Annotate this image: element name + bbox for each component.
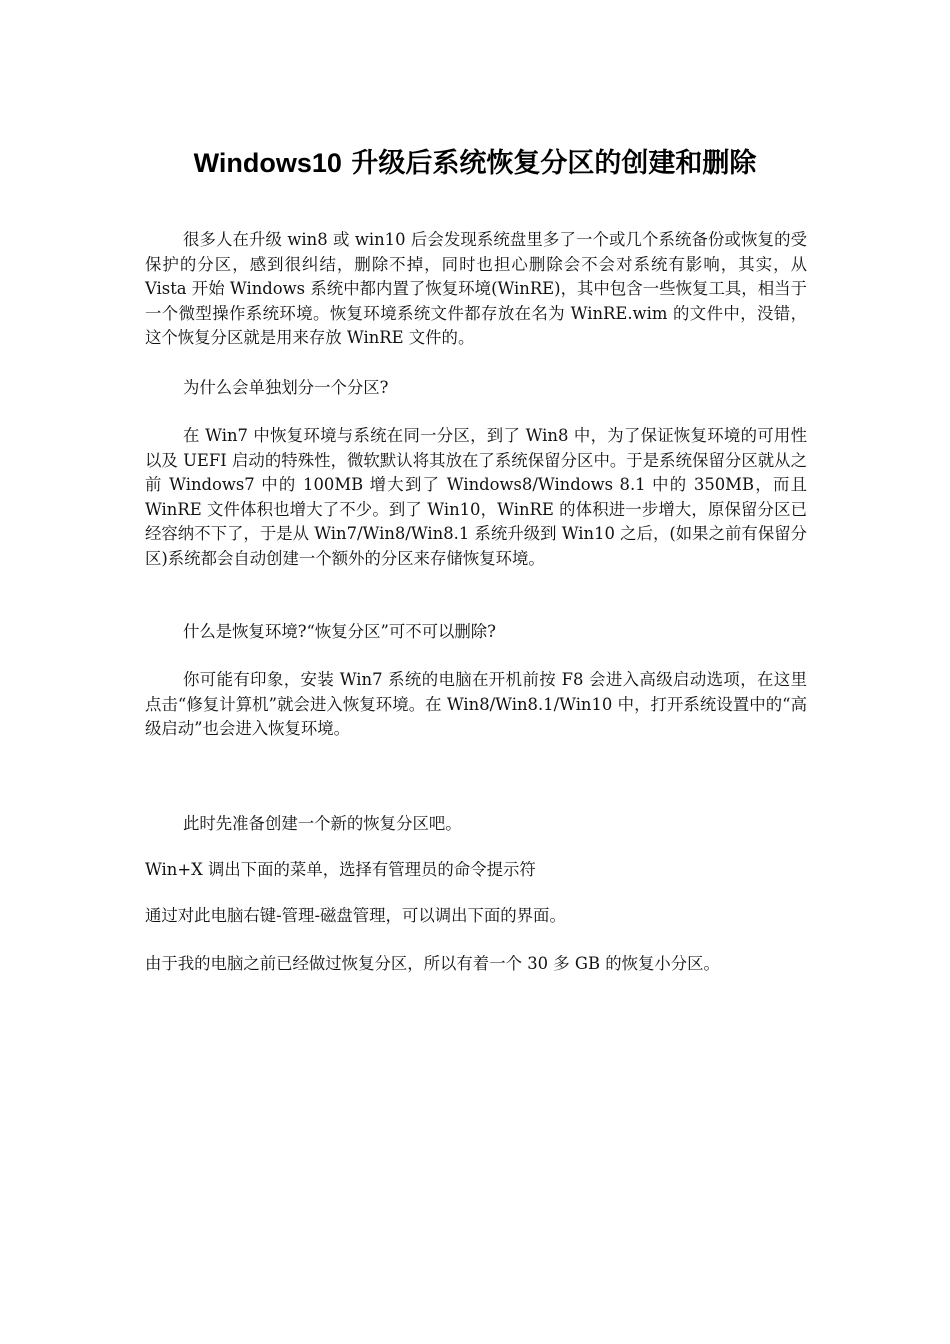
paragraph-intro: 很多人在升级 win8 或 win10 后会发现系统盘里多了一个或几个系统备份或恢复的受保护的分区，感到很纠结，删除不掉，同时也担心删除会不会对系统有影响，其实，从 Vista 开始 Windows 系统中都内置了恢复环境(WinRE)，其中包含一些恢复工具，相当于一个微型操作系统环境。恢复环境系统文件都存放在名为 WinRE.wim 的文件中，没错，这个恢复分区就是用来存放 WinRE 文件的。 bbox=[145, 230, 807, 348]
document-title-cjk: 升级后系统恢复分区的创建和删除 bbox=[341, 148, 757, 179]
paragraph-partition-history: 在 Win7 中恢复环境与系统在同一分区，到了 Win8 中，为了保证恢复环境的可用性以及 UEFI 启动的特殊性，微软默认将其放在了系统保留分区中。于是系统保留分区就从之前 Windows7 中的 100MB 增大到了 Windows8/Windows 8.1 中的 350MB，而且 WinRE 文件体积也增大了不少。到了 Win10，WinRE 的体积进一步增大，原保留分区已经容纳不下了，于是从 Win7/Win8/Win8.1 系统升级到 Win10 之后，(如果之前有保留分区)系统都会自动创建一个额外的分区来存储恢复环境。 bbox=[145, 426, 807, 568]
question-what-is-recovery: 什么是恢复环境?“恢复分区”可不可以删除? bbox=[183, 622, 496, 641]
document-title-latin: Windows10 bbox=[193, 148, 342, 178]
paragraph-existing-partition: 由于我的电脑之前已经做过恢复分区，所以有着一个 30 多 GB 的恢复小分区。 bbox=[145, 954, 720, 973]
paragraph-prepare-create: 此时先准备创建一个新的恢复分区吧。 bbox=[183, 814, 462, 833]
paragraph-disk-management: 通过对此电脑右键-管理-磁盘管理，可以调出下面的界面。 bbox=[145, 906, 566, 925]
question-why-separate-partition: 为什么会单独划分一个分区? bbox=[183, 378, 389, 397]
document-title bbox=[0, 146, 950, 181]
paragraph-winx-menu: Win+X 调出下面的菜单，选择有管理员的命令提示符 bbox=[145, 860, 536, 879]
paragraph-recovery-access: 你可能有印象，安装 Win7 系统的电脑在开机前按 F8 会进入高级启动选项，在这里点击“修复计算机”就会进入恢复环境。在 Win8/Win8.1/Win10 中，打开系统设置中的“高级启动”也会进入恢复环境。 bbox=[145, 670, 807, 739]
